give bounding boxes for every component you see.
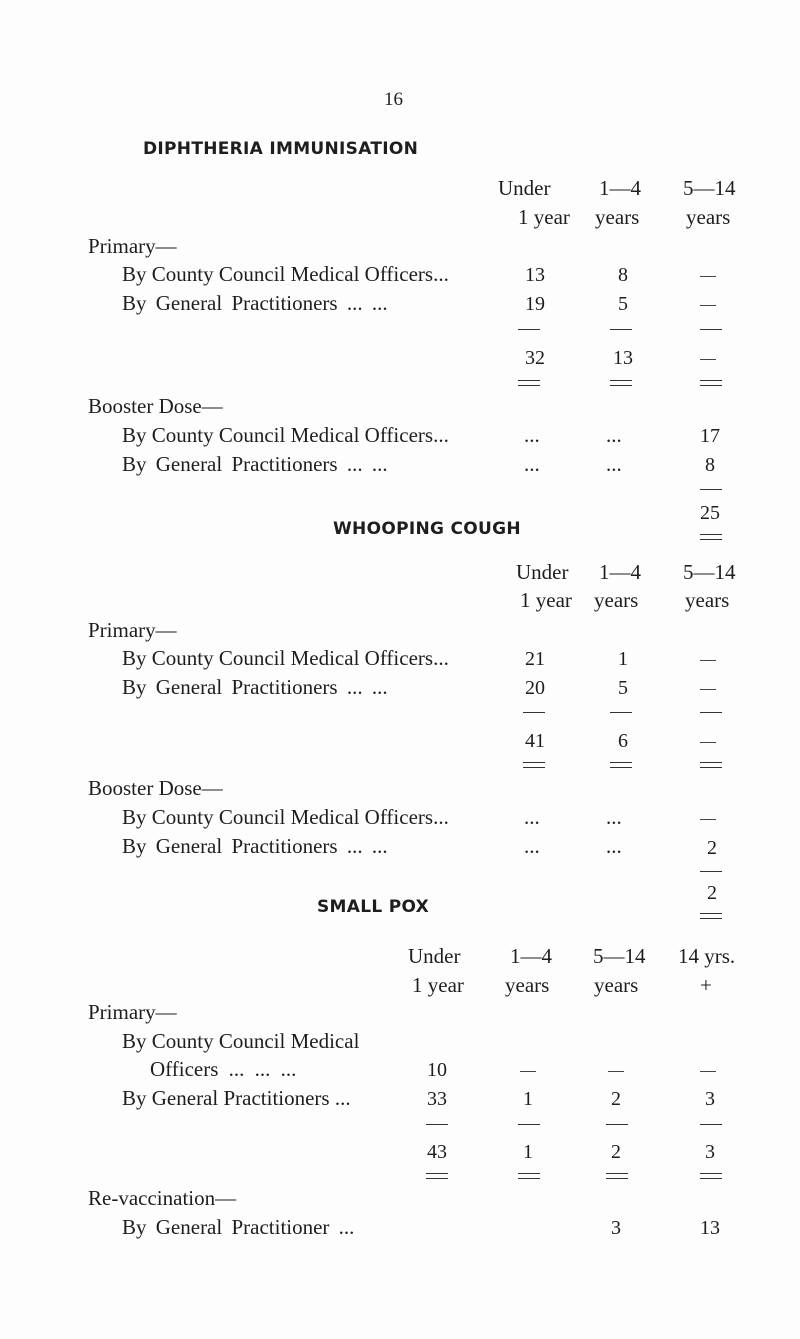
double-rule: [700, 380, 722, 386]
value-cell: 33: [427, 1088, 447, 1110]
col-5-14-years-line2: years: [685, 588, 730, 612]
col-under-1-year-line2: 1 year: [518, 205, 570, 229]
col-under-1-year-line2: 1 year: [520, 588, 572, 612]
value-cell: 3: [705, 1088, 715, 1110]
total-cell: 1: [523, 1141, 533, 1163]
page-number: 16: [384, 89, 403, 110]
nil-dash: [700, 305, 716, 306]
nil-dash: [700, 742, 716, 743]
row-label-officers: Officers ... ... ...: [150, 1057, 297, 1081]
col-1-4-years-line1: 1—4: [510, 944, 552, 968]
nil-dash: [700, 276, 716, 277]
double-rule: [700, 913, 722, 919]
col-under-1-year-line1: Under: [498, 176, 551, 200]
nil-dash: [700, 1071, 716, 1072]
double-rule: [426, 1173, 448, 1179]
row-label-county-council: By County Council Medical Officers...: [122, 646, 449, 670]
col-5-14-years-line1: 5—14: [593, 944, 646, 968]
sum-rule: [700, 712, 722, 713]
value-cell: 8: [618, 264, 628, 286]
nil-dash: [608, 1071, 624, 1072]
col-14-yrs-plus-line2: +: [700, 973, 712, 997]
row-label-general-practitioners: By General Practitioners ... ...: [122, 834, 388, 858]
sum-rule: [610, 712, 632, 713]
row-label-general-practitioner: By General Practitioner ...: [122, 1215, 355, 1239]
value-cell: 13: [700, 1217, 720, 1239]
leader-dots: ...: [606, 805, 622, 829]
double-rule: [700, 1173, 722, 1179]
sum-rule: [523, 712, 545, 713]
double-rule: [518, 1173, 540, 1179]
primary-label: Primary—: [88, 1000, 177, 1024]
sum-rule: [518, 1124, 540, 1125]
double-rule: [610, 380, 632, 386]
primary-label: Primary—: [88, 618, 177, 642]
col-1-4-years-line2: years: [595, 205, 640, 229]
double-rule: [700, 534, 722, 540]
nil-dash: [700, 660, 716, 661]
value-cell: 1: [523, 1088, 533, 1110]
col-1-4-years-line1: 1—4: [599, 176, 641, 200]
whooping-cough-title: WHOOPING COUGH: [333, 519, 521, 539]
total-cell: 13: [613, 347, 633, 369]
double-rule: [610, 762, 632, 768]
col-14-yrs-plus-line1: 14 yrs.: [678, 944, 736, 968]
col-1-4-years-line2: years: [594, 588, 639, 612]
value-cell: 3: [611, 1217, 621, 1239]
value-cell: 1: [618, 648, 628, 670]
sum-rule: [700, 871, 722, 872]
leader-dots: ...: [524, 805, 540, 829]
row-label-county-council: By County Council Medical Officers...: [122, 423, 449, 447]
sum-rule: [426, 1124, 448, 1125]
col-under-1-year-line1: Under: [516, 560, 569, 584]
revaccination-label: Re-vaccination—: [88, 1186, 237, 1210]
col-under-1-year-line1: Under: [408, 944, 461, 968]
sum-rule: [700, 489, 722, 490]
total-cell: 3: [705, 1141, 715, 1163]
double-rule: [606, 1173, 628, 1179]
total-cell: 2: [611, 1141, 621, 1163]
booster-label: Booster Dose—: [88, 394, 223, 418]
booster-label: Booster Dose—: [88, 776, 223, 800]
value-cell: 17: [700, 425, 720, 447]
value-cell: 8: [705, 454, 715, 476]
sum-rule: [518, 329, 540, 330]
total-cell: 41: [525, 730, 545, 752]
small-pox-title: SMALL POX: [317, 897, 430, 917]
value-cell: 20: [525, 677, 545, 699]
value-cell: 10: [427, 1059, 447, 1081]
nil-dash: [520, 1071, 536, 1072]
leader-dots: ...: [524, 452, 540, 476]
double-rule: [523, 762, 545, 768]
diphtheria-title: DIPHTHERIA IMMUNISATION: [143, 139, 419, 159]
row-label-general-practitioners: By General Practitioners ... ...: [122, 291, 388, 315]
col-1-4-years-line2: years: [505, 973, 550, 997]
value-cell: 2: [707, 837, 717, 859]
leader-dots: ...: [606, 834, 622, 858]
row-label-county-council: By County Council Medical: [122, 1029, 360, 1053]
total-cell: 6: [618, 730, 628, 752]
double-rule: [518, 380, 540, 386]
value-cell: 19: [525, 293, 545, 315]
value-cell: 2: [611, 1088, 621, 1110]
nil-dash: [700, 359, 716, 360]
leader-dots: ...: [606, 423, 622, 447]
sum-rule: [700, 1124, 722, 1125]
row-label-county-council: By County Council Medical Officers...: [122, 262, 449, 286]
sum-rule: [606, 1124, 628, 1125]
total-cell: 25: [700, 502, 720, 524]
value-cell: 5: [618, 293, 628, 315]
primary-label: Primary—: [88, 234, 177, 258]
col-1-4-years-line1: 1—4: [599, 560, 641, 584]
col-5-14-years-line1: 5—14: [683, 176, 736, 200]
leader-dots: ...: [606, 452, 622, 476]
total-cell: 2: [707, 882, 717, 904]
row-label-county-council: By County Council Medical Officers...: [122, 805, 449, 829]
nil-dash: [700, 819, 716, 820]
sum-rule: [610, 329, 632, 330]
value-cell: 21: [525, 648, 545, 670]
row-label-general-practitioners: By General Practitioners ... ...: [122, 675, 388, 699]
total-cell: 43: [427, 1141, 447, 1163]
nil-dash: [700, 689, 716, 690]
col-under-1-year-line2: 1 year: [412, 973, 464, 997]
row-label-general-practitioners: By General Practitioners ... ...: [122, 452, 388, 476]
leader-dots: ...: [524, 423, 540, 447]
row-label-general-practitioners: By General Practitioners ...: [122, 1086, 351, 1110]
col-5-14-years-line2: years: [686, 205, 731, 229]
leader-dots: ...: [524, 834, 540, 858]
total-cell: 32: [525, 347, 545, 369]
value-cell: 13: [525, 264, 545, 286]
col-5-14-years-line1: 5—14: [683, 560, 736, 584]
value-cell: 5: [618, 677, 628, 699]
sum-rule: [700, 329, 722, 330]
double-rule: [700, 762, 722, 768]
col-5-14-years-line2: years: [594, 973, 639, 997]
